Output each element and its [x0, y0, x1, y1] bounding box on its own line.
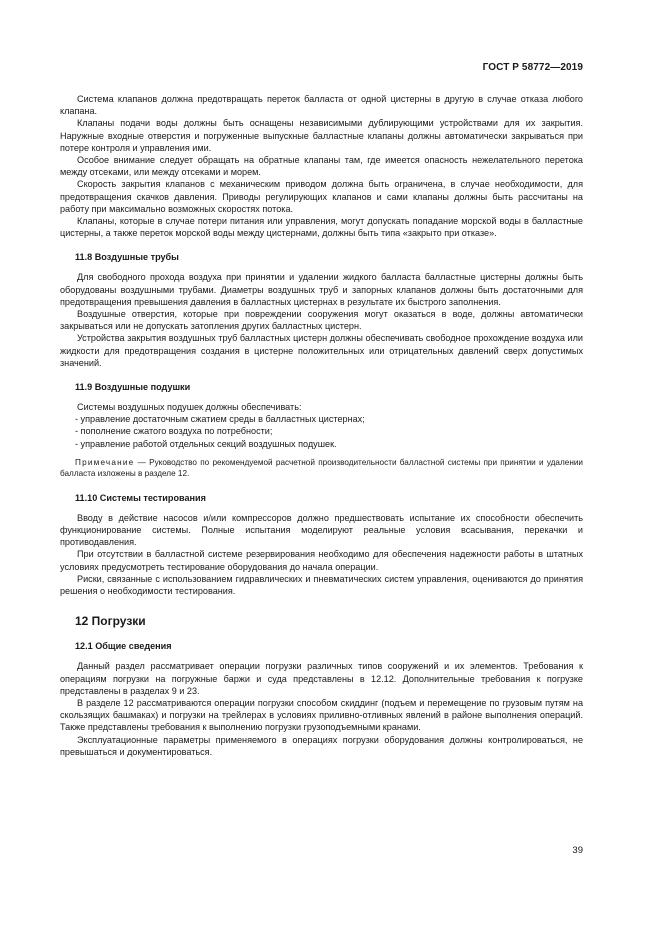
body-paragraph: Воздушные отверстия, которые при повреждении сооружения могут оказаться в воде, должны автоматически закрываться или не допускать затопления других балластных цистерн.	[60, 309, 583, 332]
body-paragraph: Клапаны подачи воды должны быть оснащены независимыми дублирующими устройствами для их закрытия. Наружные входные отверстия и погруженные выпускные балластные клапаны должны автоматически закрываться при потере контроля и управления ими.	[60, 118, 583, 153]
body-paragraph: Для свободного прохода воздуха при принятии и удалении жидкого балласта балластные цистерны должны быть оборудованы воздушными трубами. Диаметры воздушных труб и запорных клапанов должны быть достаточными для предотвращения превышения давления в балластных цистернах в результате их быстрого заполнения.	[60, 272, 583, 307]
body-paragraph: Данный раздел рассматривает операции погрузки различных типов сооружений и их элементов. Требования к операциям погрузки на погружные баржи и суда представлены в 12.12. Дополнительные требования к погрузке представлены в разделах 9 и 23.	[60, 661, 583, 696]
body-paragraph: Устройства закрытия воздушных труб балластных цистерн должны обеспечивать свободное прохождение воздуха или жидкости для предотвращения создания в цистерне положительных или отрицательных давлений сверх допустимых значений.	[60, 333, 583, 368]
section-heading: 12 Погрузки	[75, 614, 146, 629]
page-number: 39	[572, 845, 583, 856]
standard-header: ГОСТ Р 58772—2019	[482, 62, 583, 73]
body-paragraph: Эксплуатационные параметры применяемого в операциях погрузки оборудования должны контролироваться, не превышаться и документироваться.	[60, 734, 583, 757]
list-item: - пополнение сжатого воздуха по потребности;	[75, 426, 273, 437]
body-paragraph: Скорость закрытия клапанов с механическим приводом должна быть ограничена, в случае необходимости, для предотвращения скачков давления. Приводы регулирующих клапанов и сами клапаны должны быть рассчитаны на работу при максимально возможных скоростях потока.	[60, 179, 583, 214]
body-paragraph: В разделе 12 рассматриваются операции погрузки способом скиддинг (подъем и перемещение по грузовым путям на скользящих башмаках) и погрузки на трейлерах в условиях приливно-отливных явлений в районе выполнения операций. Также представлены требования к выполнению погрузки грузоподъемными кранами.	[60, 697, 583, 733]
subsection-heading: 11.8 Воздушные трубы	[75, 252, 179, 263]
subsection-heading: 12.1 Общие сведения	[75, 641, 172, 652]
list-item: - управление работой отдельных секций воздушных подушек.	[75, 438, 337, 449]
body-paragraph: Система клапанов должна предотвращать переток балласта от одной цистерны в другую в случае отказа любого клапана.	[60, 94, 583, 117]
body-paragraph: Клапаны, которые в случае потери питания или управления, могут допускать попадание морской воды в балластные цистерны, а также переток морской воды между цистернами, должны быть типа «закрыто при отказе».	[60, 216, 583, 239]
note-text: — Руководство по рекомендуемой расчетной производительности балластной системы при принятии и удалении балласта изложены в разделе 12.	[60, 457, 583, 479]
body-paragraph: Вводу в действие насосов и/или компрессоров должно предшествовать испытание их способности обеспечить функционирование системы. Полные испытания моделируют реальные условия всасывания, перекачки и противодавления.	[60, 512, 583, 548]
body-paragraph: Риски, связанные с использованием гидравлических и пневматических систем управления, оцениваются до принятия решения о необходимости тестирования.	[60, 573, 583, 597]
note-paragraph	[60, 457, 583, 480]
body-paragraph: Системы воздушных подушек должны обеспечивать:	[77, 402, 302, 413]
list-item: - управление достаточным сжатием среды в балластных цистернах;	[75, 414, 365, 425]
note-label: Примечание	[75, 457, 135, 467]
subsection-heading: 11.9 Воздушные подушки	[75, 382, 191, 393]
document-body	[60, 93, 583, 758]
body-paragraph: Особое внимание следует обращать на обратные клапаны там, где имеется опасность нежелательного перетока между отсеками, или между отсеками и морем.	[60, 155, 583, 178]
subsection-heading: 11.10 Системы тестирования	[75, 492, 206, 503]
body-paragraph: При отсутствии в балластной системе резервирования необходимо для обеспечения надежности работы в штатных условиях предусмотреть тестирование оборудования до начала операции.	[60, 549, 583, 572]
